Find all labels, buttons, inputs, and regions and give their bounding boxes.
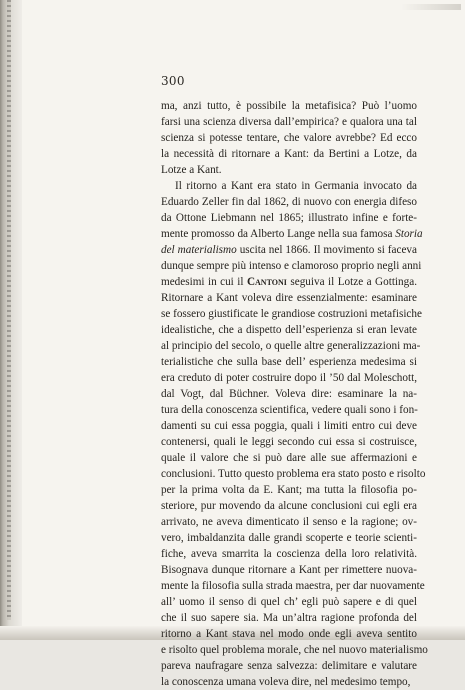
text-line: vero, imbaldanzita dalle grandi scoperte e teorie scienti-	[161, 532, 417, 544]
text-run: seguiva il Lotze a Gottinga.	[286, 276, 417, 288]
text-line: per la prima volta da E. Kant; ma tutta la filosofia po-	[161, 484, 417, 496]
text-line: damenti su cui essa poggia, quali i limiti entro cui deve	[161, 420, 417, 432]
text-line: scienza si potesse tentare, che valore avrebbe? Ed ecco	[161, 132, 417, 144]
text-line	[161, 226, 423, 242]
text-line: all’ uomo il senso di quel ch’ egli può sapere e di quel	[161, 596, 417, 608]
text-line: pareva naufragare senza salvezza: delimitare e valutare	[161, 660, 417, 672]
italic-title: Storia	[395, 228, 423, 240]
text-line: Lotze a Kant.	[161, 164, 222, 176]
text-line: e risolto quel problema morale, che nel nuovo materialismo	[161, 644, 428, 656]
text-line: steriore, pur movendo da alcune conclusioni cui egli era	[161, 500, 417, 512]
text-line: idealistiche, che a dispetto dell’esperienza si eran levate	[161, 324, 417, 336]
text-line: quale il valore che si può dare alle sue affermazioni e	[161, 452, 417, 464]
text-line: contenersi, quali le leggi secondo cui essa si costruisce,	[161, 436, 417, 448]
text-line: tura della conoscenza scientifica, vedere quali sono i fon-	[161, 404, 418, 416]
text-line: mente la filosofia sulla strada maestra, per dar nuovamente	[161, 580, 425, 592]
text-line: Eduardo Zeller fin dal 1862, di nuovo con energia difeso	[161, 196, 417, 208]
text-line: era creduto di poter costruire dopo il ’50 dal Moleschott,	[161, 372, 417, 384]
text-line: Il ritorno a Kant era stato in Germania invocato da	[175, 180, 417, 192]
text-line	[161, 274, 417, 290]
author-name-small-caps: Cantoni	[246, 276, 287, 288]
text-line: ma, anzi tutto, è possibile la metafisica? Può l’uomo	[161, 100, 417, 112]
italic-title: del materialismo	[161, 244, 237, 256]
text-line: farsi una scienza diversa dall’empirica? e qualora una tal	[161, 116, 417, 128]
text-line: conclusioni. Tutto questo problema era stato posto e risolto	[161, 468, 426, 480]
book-binding-edge	[7, 0, 11, 620]
text-line: fiche, aveva smarrita la coscienza della loro relatività.	[161, 548, 417, 560]
text-line: al principio del secolo, o quelle altre generalizzazioni ma-	[161, 340, 421, 352]
text-line: la necessità di ritornare a Kant: da Bertini a Lotze, da	[161, 148, 417, 160]
scan-smudge	[401, 4, 461, 10]
text-line: terialistiche che sulla base dell’ esperienza medesima si	[161, 356, 417, 368]
text-run: medesimi in cui il	[161, 276, 247, 288]
text-line	[161, 242, 417, 258]
text-line: che il suo sapere sia. Ma un’altra ragione profonda del	[161, 612, 417, 624]
text-line: ritorno a Kant stava nel modo onde egli aveva sentito	[161, 628, 417, 640]
text-line: dunque sempre più intenso e clamoroso proprio negli anni	[161, 260, 422, 272]
text-line: la conoscenza umana voleva dire, nel medesimo tempo,	[161, 676, 411, 688]
text-line: da Ottone Liebmann nel 1865; illustrato infine e forte-	[161, 212, 417, 224]
text-line: arrivato, ne aveva dimenticato il senso e la ragione; ov-	[161, 516, 417, 528]
text-line: Bisognava dunque ritornare a Kant per rimettere nuova-	[161, 564, 417, 576]
text-line: dal Vogt, dal Büchner. Voleva dire: esaminare la na-	[161, 388, 417, 400]
text-line: se fossero giustificate le grandiose costruzioni metafisiche	[161, 308, 422, 320]
text-run: uscita nel 1866. Il movimento si faceva	[236, 244, 417, 256]
body-text	[161, 98, 428, 690]
text-line: Ritornare a Kant voleva dire essenzialmente: esaminare	[161, 292, 417, 304]
text-run: mente promosso da Alberto Lange nella sua famosa	[161, 228, 396, 240]
page-number: 300	[161, 74, 185, 88]
page-gutter-shadow	[0, 0, 22, 640]
